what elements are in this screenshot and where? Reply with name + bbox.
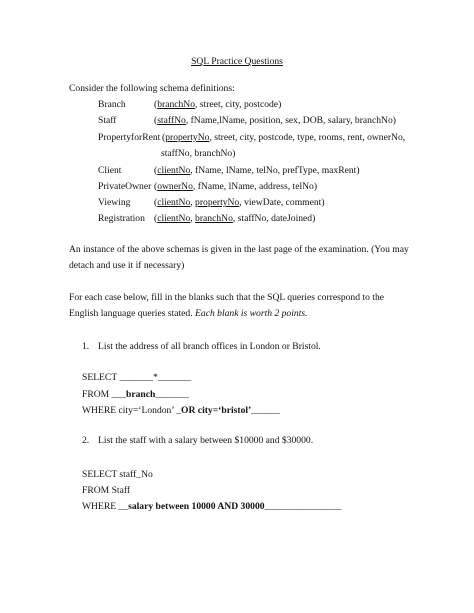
schema-attributes: , viewDate, comment)	[239, 197, 325, 208]
question-1-number: 1.	[82, 341, 90, 352]
schema-row-staff: Staff (staffNo, fName,lName, position, sex, DOB, salary, branchNo)	[98, 115, 396, 126]
question-2-from: FROM Staff	[82, 485, 131, 496]
answer-text: branch	[125, 389, 156, 400]
schema-key: branchNo	[195, 213, 233, 224]
question-1-text: List the address of all branch offices in London or Bristol.	[98, 341, 321, 352]
question-2-number: 2.	[82, 435, 90, 446]
schema-key: propertyNo	[165, 132, 210, 143]
schema-name: Viewing	[98, 197, 131, 208]
schema-key: ownerNo	[157, 181, 193, 192]
schema-attributes: , fName, lName, address, telNo)	[192, 181, 318, 192]
schema-name: Client	[98, 165, 122, 176]
schema-name: PropertyforRent	[98, 132, 161, 143]
schema-attributes: , street, city, postcode, type, rooms, rent, ownerNo,	[209, 132, 406, 143]
instructions-line-2: English language queries stated. Each blank is worth 2 points.	[69, 308, 308, 319]
schema-attributes: , street, city, postcode)	[195, 99, 282, 110]
schema-row-privateowner: PrivateOwner (ownerNo, fName, lName, address, telNo)	[98, 181, 318, 192]
instructions-line-1: For each case below, fill in the blanks such that the SQL queries correspond to the	[69, 292, 384, 303]
answer-text: OR city=‘bristol’	[181, 405, 252, 416]
schema-name: Staff	[98, 115, 117, 126]
instance-note-line-1: An instance of the above schemas is given in the last page of the examination. (You may	[69, 244, 409, 255]
instance-note-line-2: detach and use it if necessary)	[69, 260, 185, 271]
question-1-from: FROM ___branch_______	[82, 389, 189, 400]
schema-attributes: , fName, lName, telNo, prefType, maxRent)	[190, 165, 360, 176]
schema-row-client: Client (clientNo, fName, lName, telNo, prefType, maxRent)	[98, 165, 360, 176]
schema-attributes: , fName,lName, position, sex, DOB, salary, branchNo)	[185, 115, 396, 126]
question-2-where: WHERE __salary between 10000 AND 30000________________	[82, 501, 342, 512]
schema-row-propertyforrent: PropertyforRent (propertyNo, street, city, postcode, type, rooms, rent, ownerNo,	[98, 132, 406, 143]
schema-key: staffNo	[157, 115, 186, 126]
schema-row-registration: Registration (clientNo, branchNo, staffNo, dateJoined)	[98, 213, 316, 224]
schema-name: PrivateOwner	[98, 181, 152, 192]
question-1-select: SELECT _______*_______	[82, 372, 192, 383]
question-1-where: WHERE city=‘London’ _OR city=‘bristol’______	[82, 405, 281, 416]
schema-continuation: staffNo, branchNo)	[161, 148, 236, 159]
schema-name: Branch	[98, 99, 126, 110]
schema-row-viewing: Viewing (clientNo, propertyNo, viewDate, comment)	[98, 197, 325, 208]
schema-key: branchNo	[157, 99, 196, 110]
question-2-text: List the staff with a salary between $10000 and $30000.	[98, 435, 314, 446]
question-2-select: SELECT staff_No	[82, 469, 153, 480]
answer-text: salary between 10000 AND 30000	[128, 501, 265, 512]
schema-key: clientNo	[157, 165, 191, 176]
schema-attributes: , staffNo, dateJoined)	[232, 213, 316, 224]
intro-text: Consider the following schema definitions:	[69, 83, 235, 94]
schema-key: clientNo	[157, 213, 191, 224]
schema-key: propertyNo	[195, 197, 240, 208]
points-note: Each blank is worth 2 points.	[195, 308, 308, 319]
schema-name: Registration	[98, 213, 145, 224]
page-title: SQL Practice Questions	[191, 56, 283, 67]
schema-row-branch: Branch (branchNo, street, city, postcode)	[98, 99, 282, 110]
schema-key: clientNo	[157, 197, 191, 208]
